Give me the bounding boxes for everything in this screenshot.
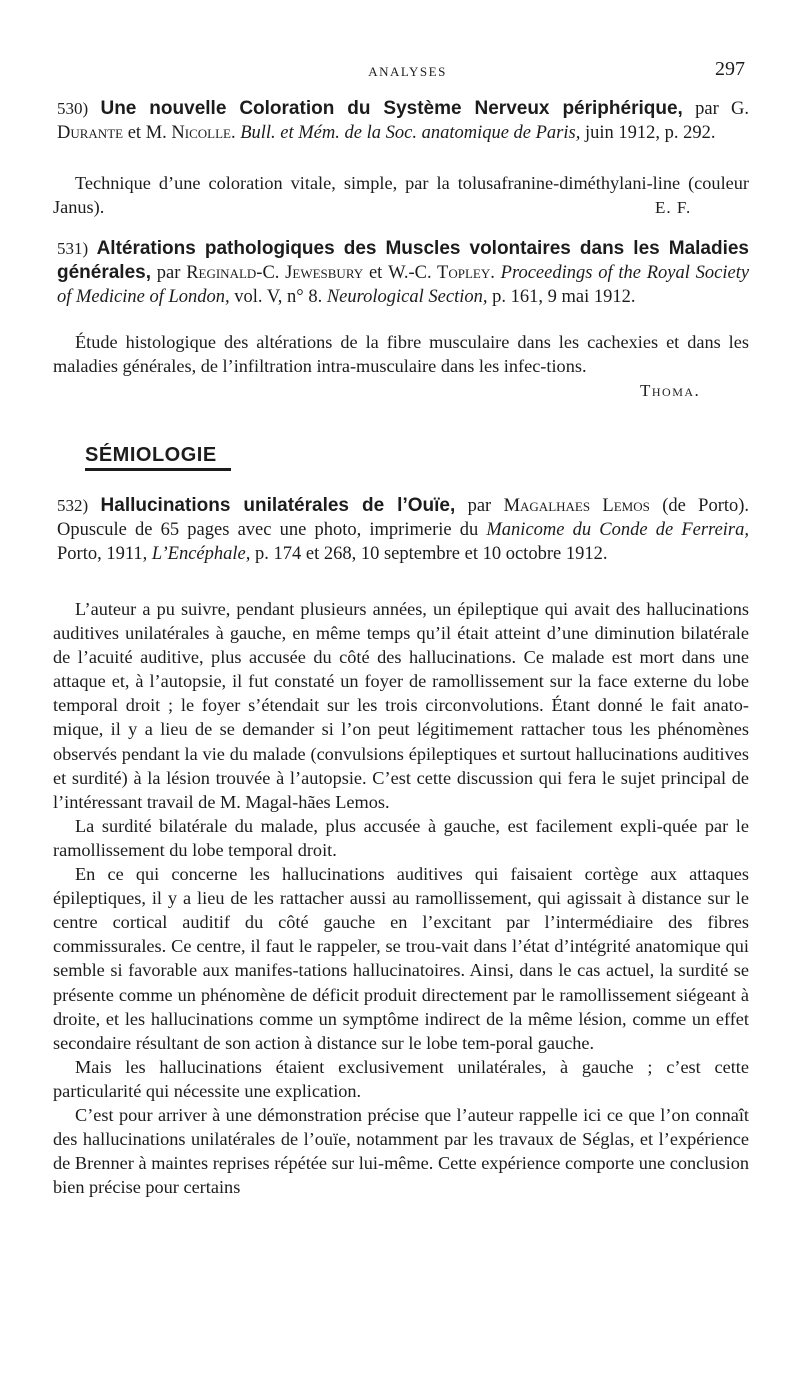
journal-title: Proceedings of the Royal Society of Medicine of London, [57,263,750,307]
entry-532-heading [57,494,749,566]
entry-532-body [53,597,749,1199]
reviewer-signature: E. F. [655,198,692,217]
journal-title: L’Encéphale, [151,544,251,564]
section-heading: SÉMIOLOGIE [85,444,217,466]
authors-by: par [156,263,181,283]
author: M. Nicolle. [145,123,236,143]
entry-531-heading [57,237,749,309]
author-joiner: et [127,123,142,143]
author: W.-C. Topley. [388,263,495,283]
entry-530-heading [57,97,749,145]
entry-title: Une nouvelle Coloration du Système Nerveux périphérique, [100,98,683,119]
entry-title: Hallucinations unilatérales de l’Ouïe, [100,495,456,516]
citation-details: p. 174 et 268, 10 septembre et 10 octobre 1912. [255,544,608,564]
entry-number: 532) [57,496,89,515]
abstract-paragraph: Mais les hallucinations étaient exclusivement unilatérales, à gauche ; c’est cette particularité qui nécessite une explication. [53,1056,749,1101]
journal-section: Neurological Section, [326,287,488,307]
running-head-title: ANALYSES [368,64,447,79]
citation-volume: vol. V, n° 8. [234,287,323,307]
abstract-paragraph: Technique d’une coloration vitale, simple, par la tolusafranine-diméthylani-line (couleur Janus). [53,173,749,218]
entry-number: 531) [57,239,89,258]
page-number: 297 [715,58,745,80]
abstract-paragraph: L’auteur a pu suivre, pendant plusieurs années, un épileptique qui avait des hallucinations auditives unilatérales à gauche, en même temps qu’il était atteint d’une diminution bilatérale de l’acuité auditive, plus accusée du côté des hallucinations. Ce malade est mort dans une attaque et, à l’autopsie, il fut constaté un foyer de ramollissement sur la face externe du lobe temporal droit ; le foyer s’étendait sur les trois circonvolutions. Étant donné le fait anato-mique, il y a lieu de se demander si l’on peut légitimement rattacher tous les phénomènes observés pendant la vie du malade (convulsions épileptiques et surtout hallucinations auditives et surdité) à la lésion trouvée à l’autopsie. C’est cette discussion qui fera le sujet principal de l’intéressant travail de M. Magal-hães Lemos. [53,599,749,812]
citation-details: juin 1912, p. 292. [584,123,716,143]
citation-details: p. 161, 9 mai 1912. [492,287,636,307]
citation-place: Porto, 1911, [57,544,148,564]
entry-title: Altérations pathologiques des Muscles volontaires dans les Maladies générales, [57,238,749,283]
section-rule [85,468,231,471]
reviewer-signature: Thoma. [640,381,701,400]
journal-title: Bull. et Mém. de la Soc. anatomique de Paris, [240,123,581,143]
author: Reginald-C. Jewesbury [186,263,364,283]
authors-by: par [467,496,492,516]
author-joiner: et [368,263,383,283]
abstract-paragraph: En ce qui concerne les hallucinations auditives qui faisaient cortège aux attaques épileptiques, il y a lieu de les rattacher aussi au ramollissement, qui agissait à distance sur le centre cortical auditif du côté gauche en l’excitant par l’intermédiaire des fibres commissurales. Ce centre, il faut le rappeler, se trou-vait dans l’état d’intégrité anatomique qui semble si favorable aux manifes-tations hallucinatoires. Ainsi, dans le cas actuel, la surdité se présente comme un phénomène de déficit produit directement par le ramollissement siégeant à droite, et les hallucinations comme un symptôme indirect de la même lésion, comme un effet secondaire résultant de son action à distance sur le lobe tem-poral gauche. [53,864,749,1053]
running-head [70,58,745,86]
entry-number: 530) [57,99,89,118]
authors-by: par [695,99,719,119]
author-origin: (de Porto). Opuscule de 65 pages avec une photo, imprimerie du [57,496,750,540]
abstract-paragraph: La surdité bilatérale du malade, plus accusée à gauche, est facilement expli-quée par le ramollissement du lobe temporal droit. [53,815,749,860]
entry-530-body [53,171,749,219]
abstract-paragraph: Étude histologique des altérations de la fibre musculaire dans les cachexies et dans les maladies générales, de l’infiltration intra-musculaire dans les infec-tions. [53,332,749,377]
abstract-paragraph: C’est pour arriver à une démonstration précise que l’auteur rappelle ici ce que l’on connaît des hallucinations unilatérales de l’ouïe, notamment par les travaux de Séglas, et l’expérience de Brenner à maintes reprises répétée sur lui-même. Cette expérience comporte une conclusion bien précise pour certains [53,1104,749,1198]
entry-531-body [53,330,749,378]
publisher-name: Manicome du Conde de Ferreira, [486,520,749,540]
author: Magalhaes Lemos [503,496,650,516]
author: G. Durante [57,99,750,143]
